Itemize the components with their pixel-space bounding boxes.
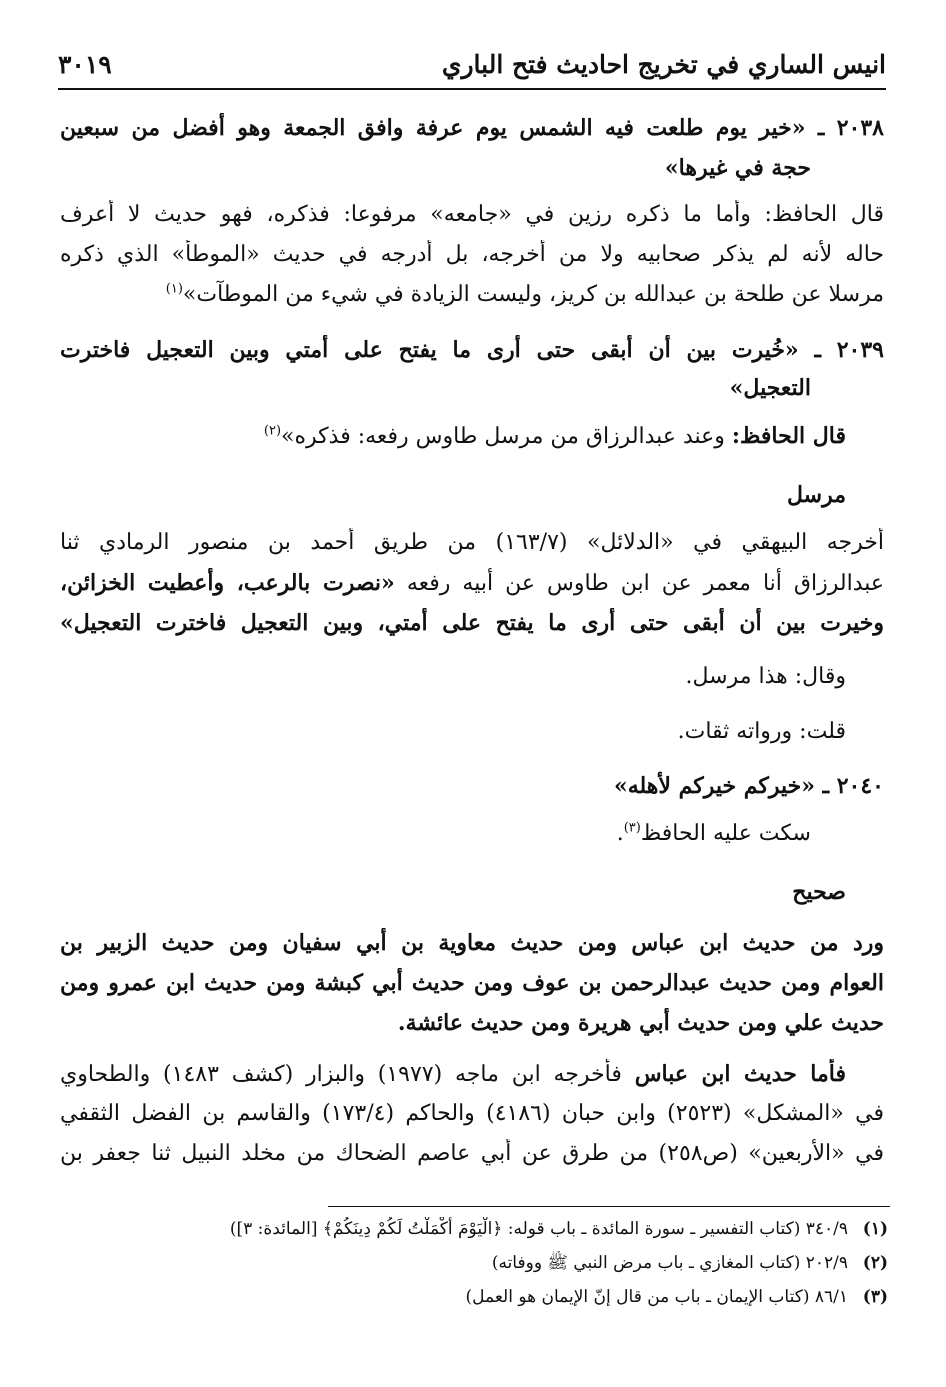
takhrij-line-2-text: عبدالرزاق أنا معمر عن ابن طاوس عن أبيه رفعه bbox=[406, 571, 884, 596]
footnote-2-number: (٢) bbox=[862, 1253, 888, 1273]
footnote-3 bbox=[60, 1285, 888, 1309]
hadith-2038-line-1: ٢٠٣٨ ـ «خير يوم طلعت فيه الشمس يوم عرفة وافق الجمعة وهو أفضل من سبعين bbox=[60, 115, 884, 141]
comment-line-1: قال الحافظ: وأما ما ذكره رزين في «جامعه» مرفوعا: فذكره، فهو حديث لا أعرف bbox=[60, 202, 884, 227]
hafiz-comment-2039 bbox=[60, 421, 846, 452]
footnote-2-text: ٢٠٢/٩ (كتاب المغازي ـ باب مرض النبي ﷺ ووفاته) bbox=[491, 1253, 848, 1273]
takhrij-line-2 bbox=[60, 568, 884, 599]
footnote-2 bbox=[60, 1251, 888, 1275]
ibn-abbas-heading: فأما حديث ابن عباس bbox=[634, 1061, 846, 1087]
hadith-2039-line-1: ٢٠٣٩ ـ «خُيرت بين أن أبقى حتى أرى ما يفتح على أمتي وبين التعجيل فاخترت bbox=[60, 337, 884, 363]
hafiz-comment-text: وعند عبدالرزاق من مرسل طاوس رفعه: فذكره» bbox=[281, 424, 725, 449]
hafiz-silent: سكت عليه الحافظ$^{(٣)}$. bbox=[616, 820, 811, 846]
hafiz-silent-text: سكت عليه الحافظ bbox=[640, 821, 811, 846]
sources-line-3: حديث علي ومن حديث أبي هريرة ومن حديث عائشة. bbox=[397, 1010, 884, 1036]
footnote-3-number: (٣) bbox=[862, 1287, 888, 1307]
footnote-1 bbox=[60, 1217, 888, 1241]
takhrij-line-1: أخرجه البيهقي في «الدلائل» (١٦٣/٧) من طريق أحمد بن منصور الرمادي ثنا bbox=[60, 530, 884, 555]
grade-sahih: صحيح bbox=[792, 879, 846, 905]
page-number: ٣٠١٩ bbox=[58, 50, 112, 79]
comment-line-3 bbox=[60, 280, 884, 310]
said-mursal: وقال: هذا مرسل. bbox=[685, 664, 846, 689]
ibn-abbas-line-3: في «الأربعين» (ص٢٥٨) من طرق عن أبي عاصم الضحاك من مخلد النبيل ثنا جعفر بن bbox=[60, 1141, 884, 1166]
hafiz-label: قال الحافظ: bbox=[731, 423, 846, 449]
footnote-ref-1: (١) bbox=[165, 281, 183, 297]
comment-line-3-text: مرسلا عن طلحة بن عبدالله بن كريز، وليست الزيادة في شيء من الموطآت» bbox=[182, 282, 884, 307]
takhrij-line-2-bold: «نصرت بالرعب، وأعطيت الخزائن، bbox=[60, 570, 395, 596]
ibn-abbas-line-1-text: فأخرجه ابن ماجه (١٩٧٧) والبزار (كشف ١٤٨٣) والطحاوي bbox=[60, 1062, 622, 1087]
takhrij-line-3: وخيرت بين أن أبقى حتى أرى ما يفتح على أمتي، وبين التعجيل فاخترت التعجيل» bbox=[60, 610, 884, 636]
footnote-rule bbox=[328, 1206, 890, 1207]
ibn-abbas-line-2: في «المشكل» (٢٥٢٣) وابن حبان (٤١٨٦) والحاكم (١٧٣/٤) والقاسم بن الفضل الثقفي bbox=[60, 1101, 884, 1126]
footnote-ref-2: (٢) bbox=[263, 423, 282, 439]
hadith-2039-line-2: التعجيل» bbox=[729, 375, 811, 401]
footnote-1-number: (١) bbox=[862, 1219, 888, 1239]
header-rule bbox=[58, 88, 886, 90]
footnote-ref-3: (٣) bbox=[623, 820, 641, 836]
comment-line-2: حاله لأنه لم يذكر صحابيه ولا من أخرجه، بل أدرجه في حديث «الموطأ» الذي ذكره bbox=[60, 242, 884, 267]
book-title: انيس الساري في تخريج احاديث فتح الباري bbox=[441, 50, 886, 79]
narrators-trustworthy: قلت: ورواته ثقات. bbox=[677, 719, 846, 744]
footnote-1-text: ٣٤٠/٩ (كتاب التفسير ـ سورة المائدة ـ باب قوله: ﴿الْيَوْمَ أَكْمَلْتُ لَكُمْ دِينَكُمْ﴾ [المائدة: ٣]) bbox=[229, 1219, 848, 1239]
ibn-abbas-line-1 bbox=[60, 1059, 846, 1090]
hadith-2040: ٢٠٤٠ ـ «خيركم خيركم لأهله» bbox=[613, 773, 884, 799]
grade-mursal: مرسل bbox=[786, 482, 846, 508]
running-header bbox=[58, 42, 886, 90]
hadith-2038-line-2: حجة في غيرها» bbox=[664, 155, 811, 181]
sources-line-1: ورد من حديث ابن عباس ومن حديث معاوية بن أبي سفيان ومن حديث الزبير بن bbox=[60, 930, 884, 956]
sources-line-2: العوام ومن حديث عبدالرحمن بن عوف ومن حديث أبي كبشة ومن حديث ابن عمرو ومن bbox=[60, 970, 884, 996]
footnote-3-text: ٨٦/١ (كتاب الإيمان ـ باب من قال إنّ الإيمان هو العمل) bbox=[465, 1287, 848, 1307]
